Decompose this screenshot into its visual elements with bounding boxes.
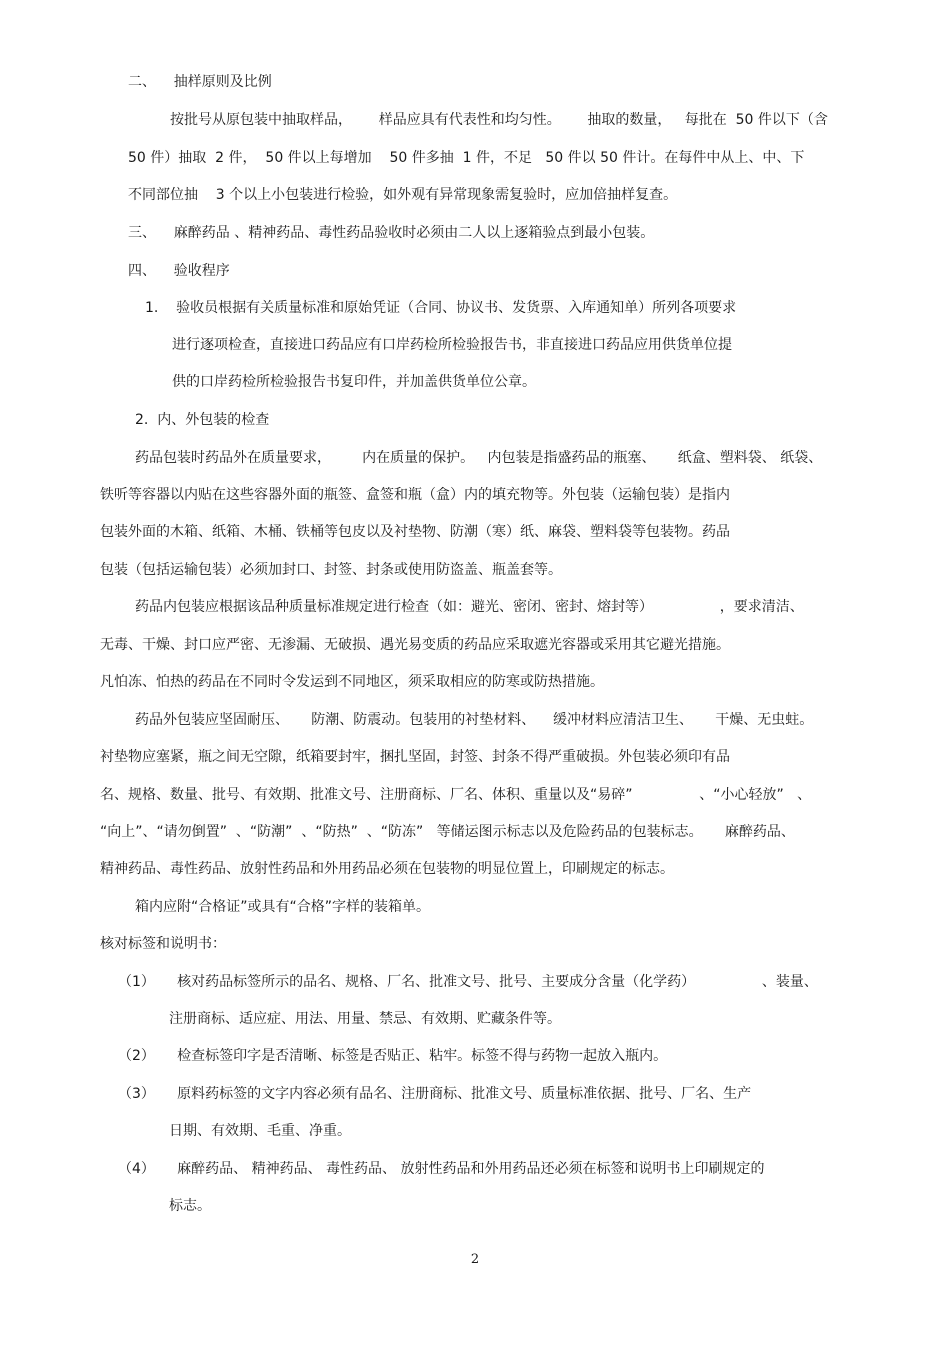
item-2-heading: 2. 内、外包装的检查: [135, 412, 270, 428]
packaging-paragraph-line-1: 药品包装时药品外在质量要求， 内在质量的保护。 内包装是指盛药品的瓶塞、 纸盒、塑料袋、 纸袋、: [135, 450, 823, 466]
inner-packaging-line-3: 凡怕冻、怕热的药品在不同时令发运到不同地区，须采取相应的防寒或防热措施。: [100, 674, 604, 690]
inner-packaging-line-1: 药品内包装应根据该品种质量标准规定进行检查（如：避光、密闭、密封、熔封等） ，要求清洁、: [135, 599, 804, 615]
label-item-4-line-2: 标志。: [169, 1198, 211, 1214]
packaging-paragraph-line-2: 铁听等容器以内贴在这些容器外面的瓶签、盒签和瓶（盒）内的填充物等。外包装（运输包装）是指内: [100, 487, 730, 503]
label-item-4-line-1: （4） 麻醉药品、 精神药品、 毒性药品、 放射性药品和外用药品还必须在标签和说明书上印刷规定的: [118, 1161, 765, 1177]
item-1-line-2: 进行逐项检查，直接进口药品应有口岸药检所检验报告书，非直接进口药品应用供货单位提: [172, 337, 732, 353]
outer-packaging-line-2: 衬垫物应塞紧，瓶之间无空隙，纸箱要封牢，捆扎坚固，封签、封条不得严重破损。外包装必须印有品: [100, 749, 730, 765]
packaging-paragraph-line-4: 包装（包括运输包装）必须加封口、封签、封条或使用防盗盖、瓶盖套等。: [100, 562, 562, 578]
label-check-heading: 核对标签和说明书：: [100, 936, 226, 952]
sampling-paragraph-line-1: 按批号从原包装中抽取样品， 样品应具有代表性和均匀性。 抽取的数量， 每批在 50 件以下（含: [170, 112, 828, 128]
sampling-paragraph-line-3: 不同部位抽 3 个以上小包装进行检验，如外观有异常现象需复验时，应加倍抽样复查。: [128, 187, 678, 203]
label-item-3-line-1: （3） 原料药标签的文字内容必须有品名、注册商标、批准文号、质量标准依据、批号、厂名、生产: [118, 1086, 752, 1102]
section-3-heading: 三、 麻醉药品 、精神药品、毒性药品验收时必须由二人以上逐箱验点到最小包装。: [128, 225, 655, 241]
item-1-line-1: 1. 验收员根据有关质量标准和原始凭证（合同、协议书、发货票、入库通知单）所列各项要求: [145, 300, 737, 316]
item-1-line-3: 供的口岸药检所检验报告书复印件，并加盖供货单位公章。: [172, 374, 536, 390]
outer-packaging-line-5: 精神药品、毒性药品、放射性药品和外用药品必须在包装物的明显位置上，印刷规定的标志。: [100, 861, 674, 877]
packaging-paragraph-line-3: 包装外面的木箱、纸箱、木桶、铁桶等包皮以及衬垫物、防潮（寒）纸、麻袋、塑料袋等包装物。药品: [100, 524, 730, 540]
label-item-1-line-2: 注册商标、适应症、用法、用量、禁忌、有效期、贮藏条件等。: [169, 1011, 561, 1027]
inner-packaging-line-2: 无毒、干燥、封口应严密、无渗漏、无破损、遇光易变质的药品应采取遮光容器或采用其它避光措施。: [100, 637, 730, 653]
page-number: 2: [470, 1252, 480, 1267]
outer-packaging-line-1: 药品外包装应坚固耐压、 防潮、防震动。包装用的衬垫材料、 缓冲材料应清洁卫生、 干燥、无虫蛀。: [135, 712, 814, 728]
outer-packaging-line-4: “向上”、“请勿倒置” 、“防潮” 、“防热” 、“防冻” 等储运图示标志以及危险药品的包装标志。 麻醉药品、: [100, 824, 795, 840]
label-item-2: （2） 检查标签印字是否清晰、标签是否贴正、粘牢。标签不得与药物一起放入瓶内。: [118, 1048, 668, 1064]
label-item-3-line-2: 日期、有效期、毛重、净重。: [169, 1123, 351, 1139]
section-2-heading: 二、 抽样原则及比例: [128, 74, 272, 90]
sampling-paragraph-line-2: 50 件）抽取 2 件， 50 件以上每增加 50 件多抽 1 件，不足 50 件以 50 件计。在每件中从上、中、下: [128, 150, 805, 166]
label-item-1-line-1: （1） 核对药品标签所示的品名、规格、厂名、批准文号、批号、主要成分含量（化学药） 、装量、: [118, 974, 818, 990]
certificate-line: 箱内应附“合格证”或具有“合格”字样的装箱单。: [135, 899, 431, 915]
outer-packaging-line-3: 名、规格、数量、批号、有效期、批准文号、注册商标、厂名、体积、重量以及“易碎” 、“小心轻放” 、: [100, 787, 812, 803]
section-4-heading: 四、 验收程序: [128, 263, 230, 279]
